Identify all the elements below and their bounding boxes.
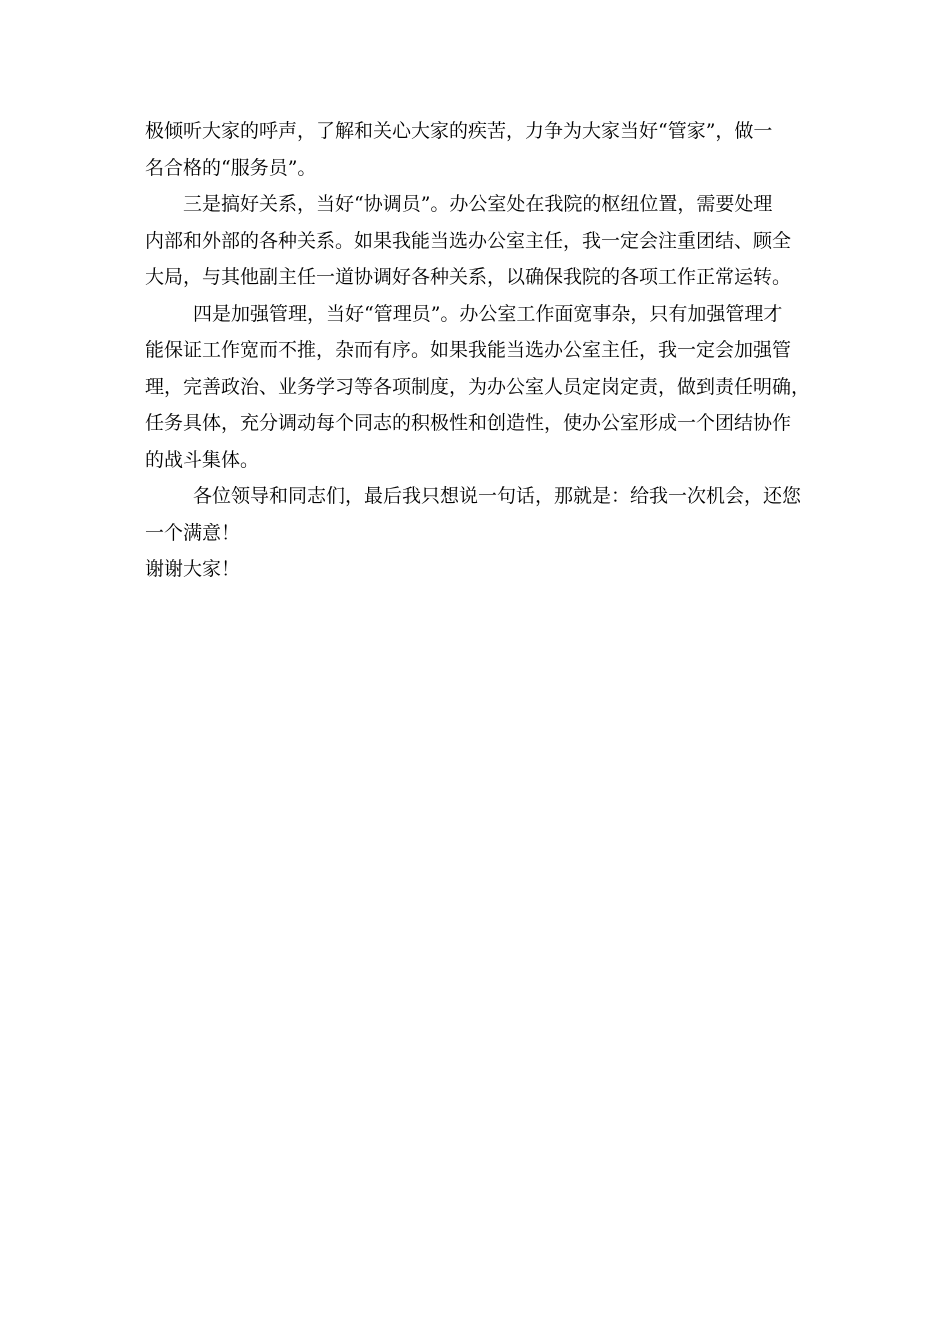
text-line: 各位领导和同志们，最后我只想说一句话，那就是：给我一次机会，还您 — [193, 485, 802, 507]
paragraph-4 — [145, 478, 810, 551]
text-line: 三是搞好关系，当好“协调员”。办公室处在我院的枢纽位置，需要处理 — [183, 193, 773, 215]
text-line: 一个满意！ — [145, 521, 241, 544]
text-line: 任务具体，充分调动每个同志的积极性和创造性，使办公室形成一个团结协作 — [145, 412, 792, 434]
text-line: 极倾听大家的呼声，了解和关心大家的疾苦，力争为大家当好“管家”，做一 — [145, 120, 773, 142]
text-line: 能保证工作宽而不推，杂而有序。如果我能当选办公室主任，我一定会加强管 — [145, 339, 792, 361]
paragraph-1 — [145, 113, 810, 186]
text-line: 理，完善政治、业务学习等各项制度，为办公室人员定岗定责，做到责任明确， — [145, 375, 811, 398]
paragraph-5 — [145, 551, 810, 588]
paragraph-2 — [145, 186, 810, 296]
text-line: 内部和外部的各种关系。如果我能当选办公室主任，我一定会注重团结、顾全 — [145, 229, 792, 252]
text-line: 四是加强管理，当好“管理员”。办公室工作面宽事杂，只有加强管理才 — [193, 302, 783, 325]
text-line: 大局，与其他副主任一道协调好各种关系，以确保我院的各项工作正常运转。 — [145, 266, 792, 288]
document-body — [145, 113, 810, 588]
paragraph-3 — [145, 296, 810, 479]
text-line: 的战斗集体。 — [145, 448, 260, 471]
text-line: 名合格的“服务员”。 — [145, 156, 317, 179]
text-line: 谢谢大家！ — [145, 558, 241, 580]
